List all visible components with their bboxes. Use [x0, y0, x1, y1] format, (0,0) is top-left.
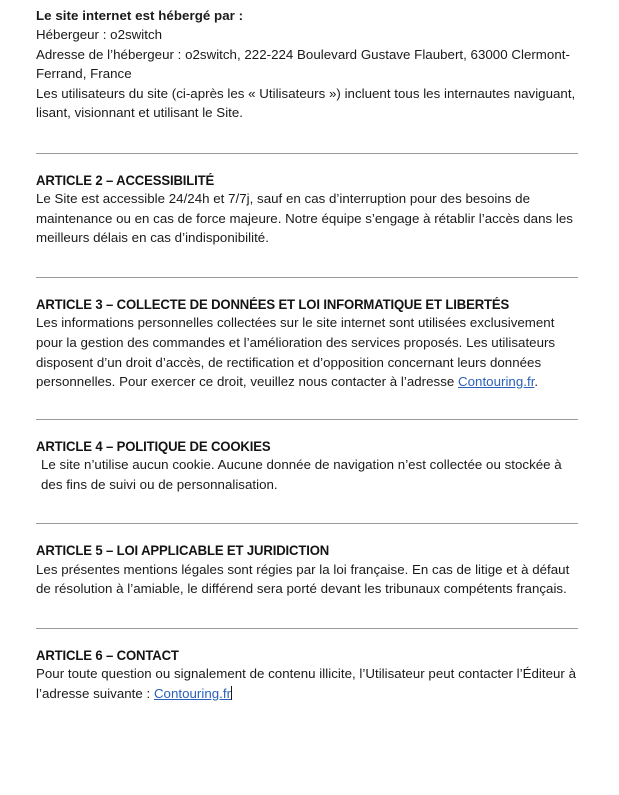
article-3-body-trailing: .: [534, 374, 539, 390]
article-3-body-text: Les informations personnelles collectées sur le site internet sont utilisées exclusivement pour la gestion des commandes et l’amélioration des services proposés. Les utilisateurs disposent d’un droit d’accès, de rectification et d’opposition concernant leurs données personnelles. Pour exercer ce droit, veuillez nous contacter à l’adresse: [36, 315, 556, 390]
article-3-body: [36, 313, 578, 391]
section-article-5: [36, 543, 578, 599]
article-5-body: Les présentes mentions légales sont régies par la loi française. En cas de litige et à défaut de résolution à l’amiable, le différend sera porté devant les tribunaux compétents français.: [36, 561, 570, 597]
contouring-link[interactable]: Contouring.fr: [458, 374, 535, 390]
section-article-2: [36, 173, 578, 248]
host-address-line: Adresse de l’hébergeur : o2switch, 222-224 Boulevard Gustave Flaubert, 63000 Clermont-Ferrand, France: [36, 46, 570, 82]
lead-heading: Le site internet est hébergé par :: [36, 8, 244, 23]
section-divider: [36, 523, 578, 524]
contouring-link[interactable]: Contouring.fr: [153, 685, 232, 701]
article-4-body: Le site n’utilise aucun cookie. Aucune donnée de navigation n’est collectée ou stockée à des fins de suivi ou de personnalisation.: [41, 457, 562, 492]
section-article-4: [36, 439, 578, 495]
article-2-body: Le Site est accessible 24/24h et 7/7j, sauf en cas d’interruption pour des besoins de maintenance ou en cas de force majeure. Notre équipe s’engage à rétablir l’accès dans les meilleurs délais en cas d’indisponibilité.: [36, 191, 573, 246]
users-definition-paragraph: Les utilisateurs du site (ci-après les « Utilisateurs ») incluent tous les internautes naviguant, lisant, visionnant et utilisant le Site.: [36, 85, 576, 121]
article-2-heading: ARTICLE 2 – ACCESSIBILITÉ: [36, 172, 215, 188]
article-3-heading: ARTICLE 3 – COLLECTE DE DONNÉES ET LOI INFORMATIQUE ET LIBERTÉS: [36, 297, 510, 312]
article-5-heading: ARTICLE 5 – LOI APPLICABLE ET JURIDICTION: [36, 543, 330, 559]
section-divider: [36, 419, 578, 420]
host-info-block: [36, 25, 578, 84]
text-cursor-caret: [231, 686, 232, 700]
article-6-body-text: Pour toute question ou signalement de contenu illicite, l’Utilisateur peut contacter l’Éditeur à l’adresse suivante :: [36, 666, 577, 701]
host-name-line: Hébergeur : o2switch: [36, 26, 163, 42]
section-divider: [36, 153, 578, 154]
article-6-body: [36, 664, 578, 703]
section-divider: [36, 628, 578, 629]
article-4-heading: ARTICLE 4 – POLITIQUE DE COOKIES: [36, 438, 271, 454]
section-article-6: [36, 648, 578, 704]
article-6-heading: ARTICLE 6 – CONTACT: [36, 647, 179, 663]
section-article-3: [36, 297, 578, 392]
section-divider: [36, 277, 578, 278]
